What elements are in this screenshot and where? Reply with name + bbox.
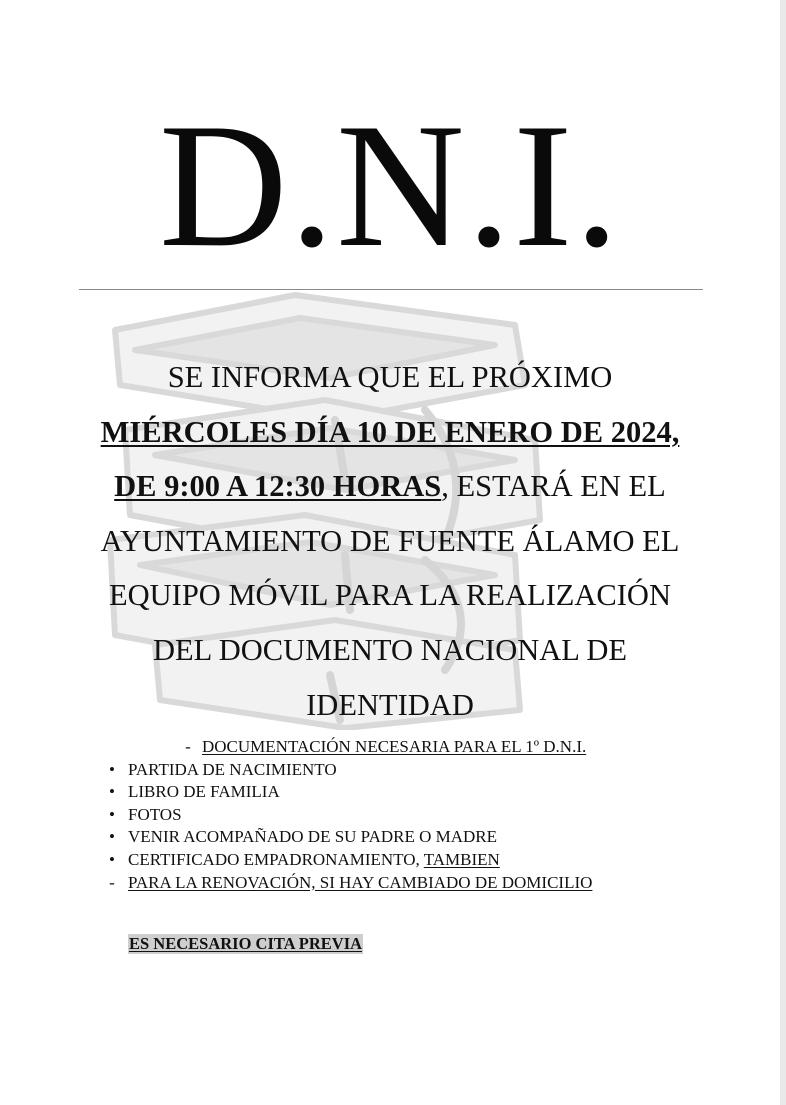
list-item (100, 849, 720, 872)
notice-line-4: AYUNTAMIENTO DE FUENTE ÁLAMO EL (100, 523, 680, 558)
list-item (100, 781, 720, 804)
list-item-underlined-text: TAMBIEN (423, 849, 500, 869)
notice-hours: DE 9:00 A 12:30 HORAS (114, 469, 442, 504)
dash-marker: - (109, 872, 115, 892)
list-item-text: PARTIDA DE NACIMIENTO (128, 759, 337, 779)
dash-marker: - (185, 737, 191, 756)
list-item (100, 826, 720, 849)
list-item-text: VENIR ACOMPAÑADO DE SU PADRE O MADRE (128, 827, 498, 847)
list-item-text: CERTIFICADO EMPADRONAMIENTO, (128, 849, 424, 869)
list-item-text: LIBRO DE FAMILIA (128, 782, 280, 802)
requirements-heading: DOCUMENTACIÓN NECESARIA PARA EL 1º D.N.I. (202, 737, 587, 756)
renewal-row (100, 872, 720, 895)
list-item (100, 804, 720, 827)
bullet-marker: • (109, 804, 115, 824)
notice-line-6: DEL DOCUMENTO NACIONAL DE (152, 632, 628, 667)
page-edge (780, 0, 786, 1105)
bullet-marker: • (109, 849, 115, 869)
requirements-heading-row (100, 736, 720, 759)
notice-line-3 (60, 459, 720, 514)
renewal-text: PARA LA RENOVACIÓN, SI HAY CAMBIADO DE DOMICILIO (128, 872, 593, 892)
notice-line-2 (60, 405, 720, 460)
bullet-marker: • (109, 759, 115, 779)
list-item (100, 759, 720, 782)
appointment-note: ES NECESARIO CITA PREVIA (129, 934, 363, 953)
notice-line-3-rest: , ESTARÁ EN EL (441, 469, 666, 504)
document-title: D.N.I. (159, 86, 621, 284)
bullet-marker: • (109, 782, 115, 802)
requirements-list (100, 736, 720, 894)
notice-date: MIÉRCOLES DÍA 10 DE ENERO DE 2024, (100, 414, 680, 449)
announcement-text (60, 350, 720, 732)
list-item-text: FOTOS (128, 804, 182, 824)
notice-line-7: IDENTIDAD (306, 687, 474, 722)
bullet-marker: • (109, 827, 115, 847)
notice-line-5: EQUIPO MÓVIL PARA LA REALIZACIÓN (108, 578, 671, 613)
notice-line-1: SE INFORMA QUE EL PRÓXIMO (167, 360, 613, 394)
